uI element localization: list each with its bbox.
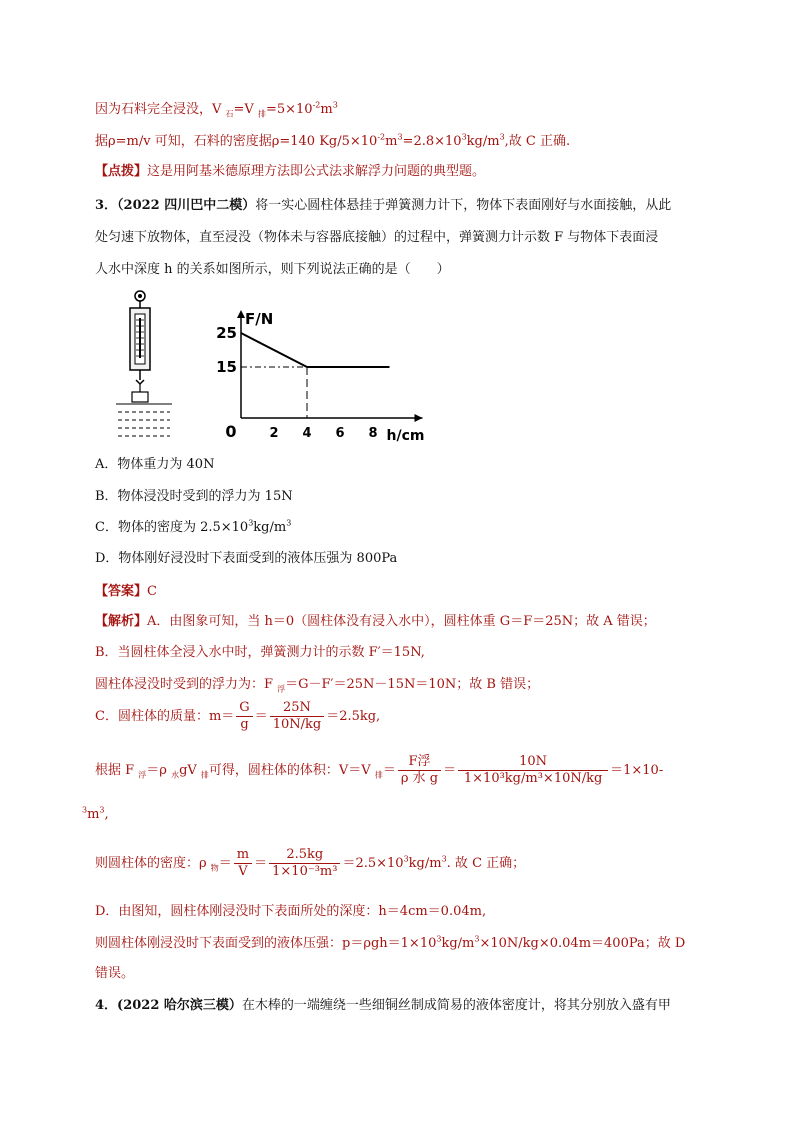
analysis-c-mass: C．圆柱体的质量：m＝ $\frac{G}{g}$ ＝ $\frac{25N}{10N/kg}$ ＝2.5kg, xyxy=(95,700,381,732)
question-3-stem-cont: 处匀速下放物体，直至浸没（物体未与容器底接触）的过程中，弹簧测力计示数 F 与物体下表面浸 xyxy=(95,230,659,245)
y-tick-label: 15 xyxy=(216,358,237,376)
analysis-a: 【解析】A．由图象可知，当 h＝0（圆柱体没有浸入水中），圆柱体重 G＝F＝25N；故 A 错误； xyxy=(95,614,656,629)
point-tag: 【点拨】 xyxy=(95,164,148,179)
spring-scale-figure xyxy=(112,288,182,444)
x-axis-label: h/cm xyxy=(386,428,425,444)
y-axis-label: F/N xyxy=(245,310,274,328)
analysis-volume: 根据 F $_浮$＝ρ $_水$gV $_排$可得，圆柱体的体积：V＝V $_排$＝ $\frac{\text{F浮}}{\text{ρ 水 g}}$ ＝ $\frac{10N}{\text{1×10³kg/m³×10N/kg}}$ ＝1×10- xyxy=(95,754,664,786)
x-tick-label: 0 xyxy=(225,422,237,441)
analysis-pressure-cont: 错误。 xyxy=(95,966,135,981)
x-tick-label: 2 xyxy=(269,426,279,441)
text-line: 据ρ=m/v 可知，石料的密度据ρ=140 $Kg/5\times 10^{-2}m^3=2.8\times 10^3kg/m^3$,故 C 正确. xyxy=(95,132,571,149)
analysis-volume-cont: $^3m^3$, xyxy=(82,805,109,822)
series-line xyxy=(241,333,390,367)
text-line: 因为石料完全浸没，V $_石$=V $_排=5\times 10^{-2}m^3$ xyxy=(95,100,338,119)
question-4-stem: 4．(2022 哈尔滨三模）在木棒的一端缠绕一些细铜丝制成简易的液体密度计，将其分别放入盛有甲 xyxy=(95,998,671,1013)
analysis-b2: 圆柱体浸没时受到的浮力为：F $_浮$＝G－F′＝25N－15N＝10N；故 B 错误； xyxy=(95,677,540,694)
x-axis-arrow xyxy=(415,414,423,422)
question-3-stem-cont: 人水中深度 h 的关系如图所示，则下列说法正确的是（ ） xyxy=(95,262,450,277)
x-tick-label: 6 xyxy=(335,426,345,441)
x-tick-label: 8 xyxy=(368,426,378,441)
question-3-stem: 3．（2022 四川巴中二模）将一实心圆柱体悬挂于弹簧测力计下，物体下表面刚好与水面接触，从此 xyxy=(95,198,672,213)
force-depth-chart xyxy=(215,300,445,450)
y-tick-label: 25 xyxy=(216,324,237,342)
answer: 【答案】C xyxy=(95,584,157,599)
analysis-pressure: 则圆柱体刚浸没时下表面受到的液体压强：$p=\rho gh=1\times 10^3kg/m^3\times 10N/kg\times 0.04m=400Pa$；故 D xyxy=(95,934,686,951)
option-d: D．物体刚好浸没时下表面受到的液体压强为 800Pa xyxy=(95,551,398,566)
x-tick-label: 4 xyxy=(302,426,312,441)
y-axis-arrow xyxy=(237,310,245,318)
analysis-b: B．当圆柱体全浸入水中时，弹簧测力计的示数 F′＝15N, xyxy=(95,645,425,660)
point-note: 【点拨】这是用阿基米德原理方法即公式法求解浮力问题的典型题。 xyxy=(95,164,486,179)
option-c: C．物体的密度为 $2.5\times 10^3kg/m^3$ xyxy=(95,518,292,535)
option-a: A．物体重力为 40N xyxy=(95,457,215,472)
analysis-d: D．由图知，圆柱体刚浸没时下表面所处的深度：h＝4cm＝0.04m, xyxy=(95,904,487,919)
analysis-density: 则圆柱体的密度：ρ $_物$＝ $\frac{m}{V}$ ＝ $\frac{2.5kg}{\text{1×10⁻³m³}}$ $=2.5\times 10^3kg/m^3$. 故 C 正确； xyxy=(95,847,526,879)
option-b: B．物体浸没时受到的浮力为 15N xyxy=(95,489,293,504)
